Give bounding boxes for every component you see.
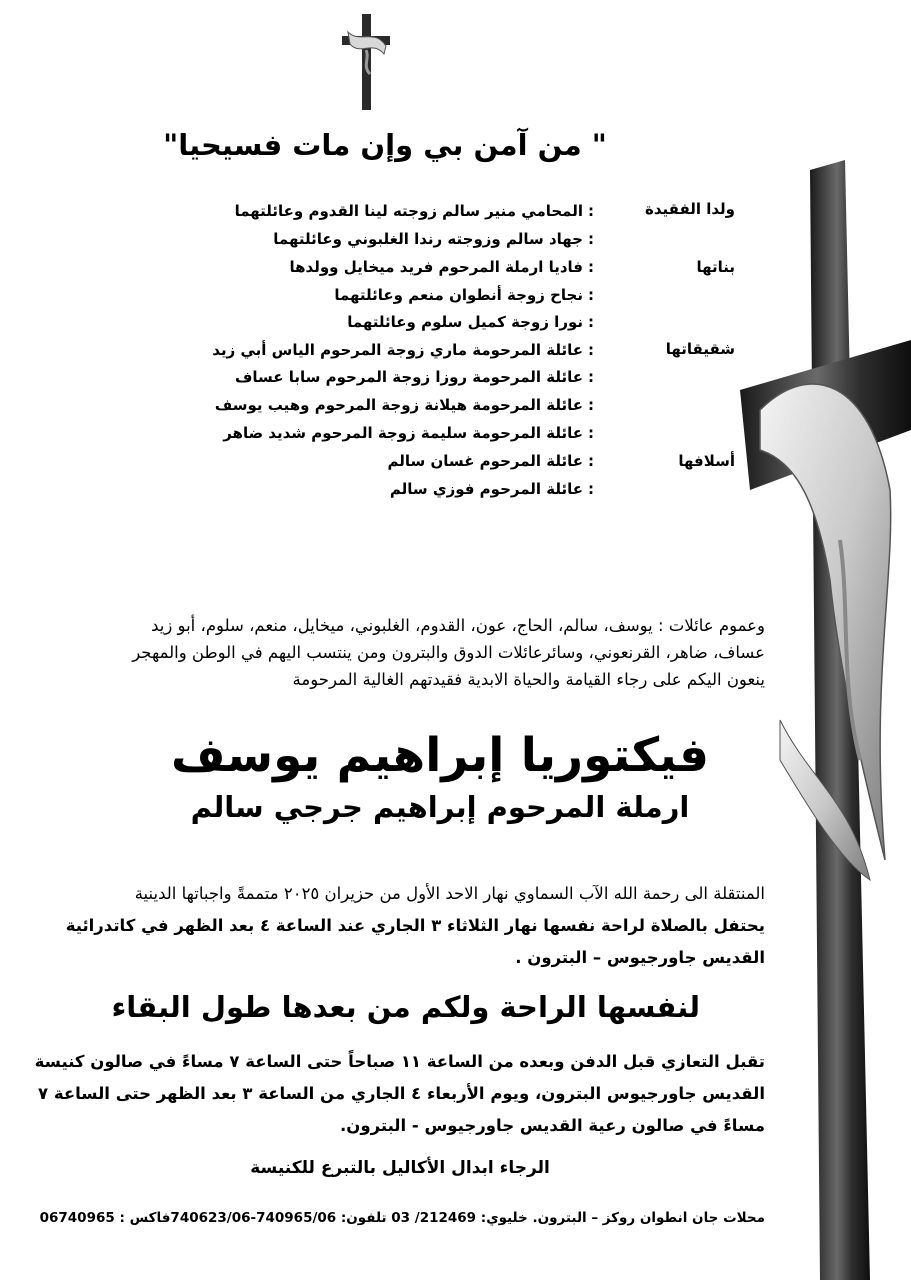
relatives-row: :المحامي منير سالم زوجته لينا القدوم وعائلتهما: [234, 202, 594, 220]
relatives-row: :عائلة المرحومة روزا زوجة المرحوم سابا عساف: [234, 368, 594, 386]
extended-family-paragraph: [20, 612, 765, 693]
relatives-row: :نورا زوجة كميل سلوم وعائلتهما: [347, 313, 594, 331]
extended-family-line: ينعون اليكم على رجاء القيامة والحياة الابدية فقيدتهم الغالية المرحومة: [292, 670, 765, 689]
relatives-row: :نجاح زوجة أنطوان منعم وعائلتهما: [334, 286, 594, 304]
relatives-row: :عائلة المرحوم فوزي سالم: [389, 480, 594, 498]
relatives-row: :عائلة المرحومة هيلانة زوجة المرحوم وهيب يوسف: [214, 396, 594, 414]
small-cross-icon: [340, 14, 392, 110]
prayer-heading: لنفسها الراحة ولكم من بعدها طول البقاء: [111, 990, 700, 1024]
condolences-paragraph: [20, 1046, 765, 1142]
condolences-line: القديس جاورجيوس البترون، ويوم الأربعاء ٤ الجاري من الساعة ٣ بعد الظهر حتى الساعة ٧: [38, 1084, 765, 1103]
extended-family-line: عساف، ضاهر، القرنعوني، وسائرعائلات الدوق والبترون ومن ينتسب اليهم في الوطن والمهجر: [132, 643, 765, 662]
funeral-service-paragraph: [20, 878, 765, 974]
page-title-verse: " من آمن بي وإن مات فسيحيا": [163, 128, 607, 162]
footer-contact: محلات جان انطوان روكز – البترون. خليوي: 212469/ 03 تلفون: 740965/06-740623/06فاكس : 06740965: [39, 1210, 765, 1226]
deceased-name: فيكتوريا إبراهيم يوسف: [170, 728, 710, 783]
relatives-row: :عائلة المرحوم غسان سالم: [387, 452, 594, 470]
relatives-label-daughters: بناتها: [696, 258, 735, 276]
relatives-row: :عائلة المرحومة سليمة زوجة المرحوم شديد ضاهر: [223, 424, 594, 442]
service-line: المنتقلة الى رحمة الله الآب السماوي نهار الاحد الأول من حزيران ٢٠٢٥ متممةً واجباتها الدينية: [134, 884, 765, 903]
extended-family-line: وعموم عائلات : يوسف، سالم، الحاج، عون، القدوم، الغلبوني، ميخايل، منعم، سلوم، أبو زيد: [151, 616, 765, 635]
relatives-row: :عائلة المرحومة ماري زوجة المرحوم الياس أبي زيد: [212, 341, 594, 359]
wreaths-note: الرجاء ابدال الأكاليل بالتبرع للكنيسة: [250, 1158, 550, 1178]
condolences-line: تقبل التعازي قبل الدفن وبعده من الساعة ١١ صباحاً حتى الساعة ٧ مساءً في صالون كنيسة: [34, 1052, 765, 1071]
relatives-label-sisters: شقيقاتها: [665, 340, 735, 358]
relatives-label-sons: ولدا الفقيدة: [645, 200, 735, 218]
deceased-widow-of: ارملة المرحوم إبراهيم جرجي سالم: [190, 790, 690, 824]
service-line: يحتفل بالصلاة لراحة نفسها نهار الثلاثاء ٣ الجاري عند الساعة ٤ بعد الظهر في كاتدرائية: [65, 916, 765, 935]
relatives-row: :فاديا ارملة المرحوم فريد ميخايل وولدها: [289, 258, 594, 276]
relatives-row: :جهاد سالم وزوجته رندا الغلبوني وعائلتهما: [273, 230, 594, 248]
condolences-line: مساءً في صالون رعية القديس جاورجيوس - البترون.: [339, 1116, 765, 1135]
relatives-label-in-laws: أسلافها: [678, 452, 735, 470]
service-line: القديس جاورجيوس – البترون .: [515, 948, 765, 967]
